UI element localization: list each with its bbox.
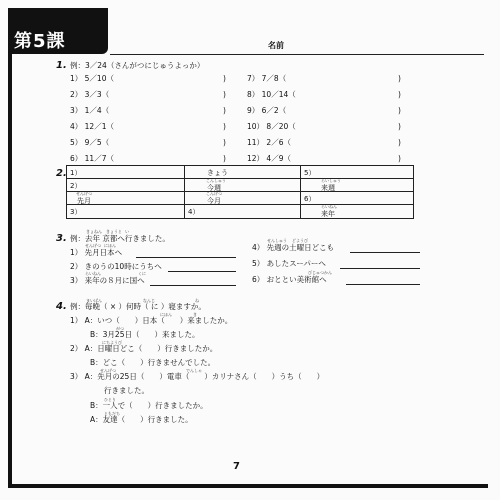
ruby-nanji: なんじ: [143, 298, 155, 303]
q1-item-4: 4） 12／1（: [70, 122, 114, 131]
ruby-hitori: ひとり: [104, 397, 116, 402]
q3-item-1: 1） 先月日本へ: [70, 248, 123, 257]
q3-item-2: 2） きのうの10時にうちへ: [70, 262, 162, 271]
ruby-rainen-2: らいねん: [85, 271, 101, 276]
q4-line-6: 行きました。: [104, 386, 149, 395]
grid-cell: 1）: [67, 166, 185, 179]
question-4-number: 4.: [56, 301, 67, 312]
q1-item-12: 12） 4／9（: [247, 154, 291, 163]
q4-line-7: B：一人で（ ）行きましたか。: [90, 401, 208, 410]
ruby-kyouto: きょうと: [106, 229, 122, 234]
q1-item-6: 6） 11／7（: [70, 154, 114, 163]
q4-line-2: B：3月25日（ ）来ました。: [90, 330, 200, 339]
page-frame-left: [8, 8, 12, 488]
question-4-example: 例：毎晩（ × ）何時（ に ）寝ますか。: [70, 302, 206, 311]
ruby-nichiyoubi: にちようび: [102, 340, 122, 345]
q1-close-8: ): [398, 90, 401, 99]
grid-cell: 今週: [185, 179, 301, 192]
ruby-konshuu: こんしゅう: [206, 178, 226, 183]
q3-blank-1: [136, 257, 236, 258]
ruby-gatsu: がつ: [116, 326, 124, 331]
q4-line-8: A：友達（ ）行きました。: [90, 415, 193, 424]
grid-cell: 来週: [301, 179, 413, 192]
ruby-raishuu: らいしゅう: [321, 178, 341, 183]
q1-item-7: 7） 7／8（: [247, 74, 287, 83]
grid-cell: 5）: [301, 166, 413, 179]
ruby-maiban: まいばん: [86, 298, 102, 303]
q3-item-5: 5） あしたスーパーへ: [252, 259, 326, 268]
q1-item-3: 3） 1／4（: [70, 106, 110, 115]
ruby-doyoubi: どようび: [292, 238, 308, 243]
vocabulary-grid: [66, 165, 414, 219]
q1-close-3: ): [223, 106, 226, 115]
q1-close-2: ): [223, 90, 226, 99]
q1-item-10: 10） 8／20（: [247, 122, 296, 131]
q1-close-7: ): [398, 74, 401, 83]
q4-line-4: B：どこ（ ）行きませんでした。: [90, 358, 216, 367]
q1-item-9: 9） 6／2（: [247, 106, 287, 115]
q1-close-11: ): [398, 138, 401, 147]
name-label: 名前: [268, 41, 284, 50]
grid-cell: 今月: [185, 192, 301, 205]
q1-item-5: 5） 9／5（: [70, 138, 110, 147]
ruby-i: い: [125, 229, 129, 234]
q1-close-6: ): [223, 154, 226, 163]
q1-close-9: ): [398, 106, 401, 115]
q1-close-4: ): [223, 122, 226, 131]
q1-item-2: 2） 3／3（: [70, 90, 110, 99]
q1-close-10: ): [398, 122, 401, 131]
grid-cell: きょう: [185, 166, 301, 179]
grid-cell: 4）: [185, 205, 301, 218]
ruby-kuni: くに: [138, 271, 146, 276]
page-number: 7: [233, 461, 240, 472]
page-frame-bottom: [8, 484, 488, 488]
question-1-example: 例：3／24（さんがつにじゅうよっか）: [70, 61, 205, 70]
grid-cell: 3）: [67, 205, 185, 218]
ruby-nihon: にほん: [104, 243, 116, 248]
q3-item-4: 4） 先週の土曜日どこも: [252, 243, 335, 252]
q3-blank-6: [346, 284, 420, 285]
question-1-number: 1.: [56, 60, 67, 71]
ruby-tomodachi: ともだち: [104, 411, 120, 416]
q1-item-8: 8） 10／14（: [247, 90, 296, 99]
q4-line-5: 3） A：先月の25日（ ）電車（ ）カリナさん（ ）うち（ ）: [70, 372, 325, 381]
q1-close-5: ): [223, 138, 226, 147]
q3-blank-2: [168, 271, 236, 272]
question-2-number: 2.: [56, 168, 67, 179]
ruby-kongetsu: こんげつ: [206, 191, 222, 196]
ruby-kyonen: きょねん: [86, 229, 102, 234]
ruby-sengetsu: せんげつ: [76, 191, 92, 196]
ruby-ne: ね: [195, 298, 199, 303]
ruby-densha: でんしゃ: [186, 368, 202, 373]
ruby-sengetsu-2: せんげつ: [85, 243, 101, 248]
ruby-rainen: らいねん: [321, 204, 337, 209]
q3-blank-5: [340, 268, 420, 269]
q3-blank-4: [350, 252, 420, 253]
q3-item-6: 6） おととい美術館へ: [252, 275, 327, 284]
lesson-title: 第5課: [14, 31, 66, 52]
q1-item-1: 1） 5／10（: [70, 74, 114, 83]
q4-line-3: 2） A：日曜日どこ（ ）行きましたか。: [70, 344, 218, 353]
grid-cell: 来年: [321, 210, 335, 218]
question-3-number: 3.: [56, 233, 67, 244]
ruby-nihon-2: にほん: [160, 312, 172, 317]
q1-close-12: ): [398, 154, 401, 163]
q3-blank-3: [150, 285, 236, 286]
ruby-sengetsu-3: せんげつ: [100, 368, 116, 373]
ruby-bijutsukan: びじゅつかん: [308, 270, 332, 275]
ruby-senshuu: せんしゅう: [267, 238, 287, 243]
grid-cell: 6）: [301, 192, 413, 205]
ruby-ki: き: [193, 312, 197, 317]
question-3-example: 例：去年 京都へ行きました。: [70, 234, 170, 243]
q4-line-1: 1） A：いつ（ ）日本（ ）来ましたか。: [70, 316, 233, 325]
q1-close-1: ): [223, 74, 226, 83]
grid-cell: 先月: [67, 192, 185, 205]
header-rule: [110, 54, 484, 55]
q1-item-11: 11） 2／6（: [247, 138, 291, 147]
grid-cell: 2）: [67, 179, 185, 192]
q3-item-3: 3） 来年の８月に国へ: [70, 276, 145, 285]
